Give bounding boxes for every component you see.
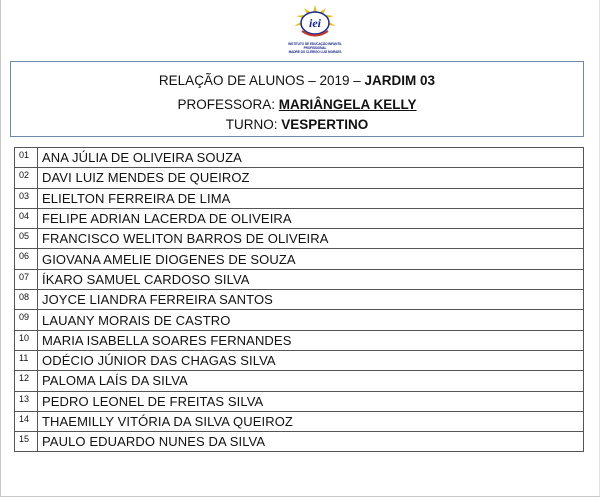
table-row (15, 432, 584, 452)
student-name: FRANCISCO WELITON BARROS DE OLIVEIRA (38, 229, 584, 249)
school-logo (283, 4, 347, 60)
row-number: 15 (15, 432, 38, 452)
shift-line (11, 117, 583, 132)
table-row (15, 188, 584, 208)
student-name: JOYCE LIANDRA FERREIRA SANTOS (38, 290, 584, 310)
shift-label: TURNO: (225, 117, 278, 132)
row-number: 14 (15, 411, 38, 431)
row-number: 09 (15, 310, 38, 330)
row-number: 07 (15, 269, 38, 289)
row-number: 13 (15, 391, 38, 411)
row-number: 05 (15, 229, 38, 249)
teacher-line (11, 97, 583, 112)
class-name: JARDIM 03 (364, 73, 436, 88)
table-row (15, 330, 584, 350)
student-name: DAVI LUIZ MENDES DE QUEIROZ (38, 168, 584, 188)
table-row (15, 269, 584, 289)
teacher-name: MARIÂNGELA KELLY (278, 97, 417, 112)
table-row (15, 371, 584, 391)
row-number: 02 (15, 168, 38, 188)
class-title (11, 73, 583, 88)
student-name: PAULO EDUARDO NUNES DA SILVA (38, 432, 584, 452)
table-row (15, 290, 584, 310)
logo-caption (283, 42, 347, 54)
row-number: 03 (15, 188, 38, 208)
row-number: 08 (15, 290, 38, 310)
table-row (15, 411, 584, 431)
table-row (15, 310, 584, 330)
shift-value: VESPERTINO (281, 117, 369, 132)
student-name: ODÉCIO JÚNIOR DAS CHAGAS SILVA (38, 350, 584, 370)
row-number: 10 (15, 330, 38, 350)
student-name: ANA JÚLIA DE OLIVEIRA SOUZA (38, 148, 584, 168)
table-row (15, 229, 584, 249)
student-name: GIOVANA AMELIE DIOGENES DE SOUZA (38, 249, 584, 269)
student-name: MARIA ISABELLA SOARES FERNANDES (38, 330, 584, 350)
row-number: 06 (15, 249, 38, 269)
student-name: THAEMILLY VITÓRIA DA SILVA QUEIROZ (38, 411, 584, 431)
student-name: ÍKARO SAMUEL CARDOSO SILVA (38, 269, 584, 289)
row-number: 04 (15, 208, 38, 228)
row-number: 01 (15, 148, 38, 168)
student-name: PEDRO LEONEL DE FREITAS SILVA (38, 391, 584, 411)
class-header (10, 61, 584, 137)
teacher-label: PROFESSORA: (177, 97, 275, 112)
table-row (15, 249, 584, 269)
logo-emblem-icon (293, 4, 337, 42)
table-row (15, 168, 584, 188)
table-row (15, 350, 584, 370)
logo-caption-line-1: INSTITUTO DE EDUCAÇÃO INFANTIL PROFISSIONAL (288, 42, 342, 50)
student-name: FELIPE ADRIAN LACERDA DE OLIVEIRA (38, 208, 584, 228)
student-name: ELIELTON FERREIRA DE LIMA (38, 188, 584, 208)
student-name: LAUANY MORAIS DE CASTRO (38, 310, 584, 330)
student-name: PALOMA LAÍS DA SILVA (38, 371, 584, 391)
logo-monogram: iei (309, 16, 321, 30)
student-table (14, 147, 584, 452)
table-row (15, 208, 584, 228)
row-number: 11 (15, 350, 38, 370)
class-title-prefix: RELAÇÃO DE ALUNOS – 2019 – (158, 73, 361, 88)
row-number: 12 (15, 371, 38, 391)
table-row (15, 148, 584, 168)
logo-caption-line-2: MADRE DO CLÉRIGO LUIZ MORAES (288, 50, 342, 54)
table-row (15, 391, 584, 411)
